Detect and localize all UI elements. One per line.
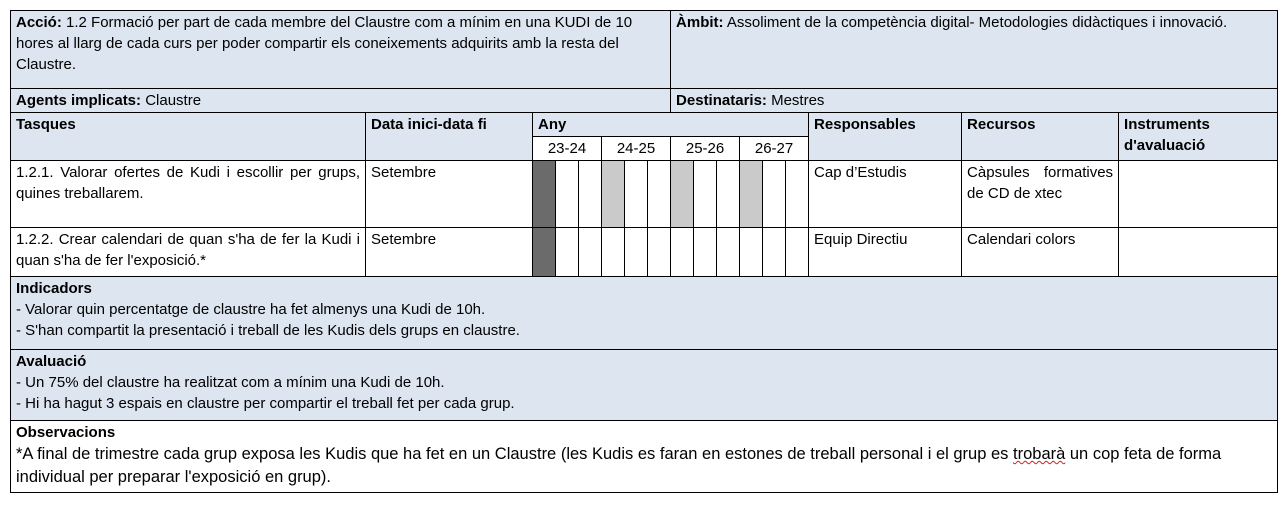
task-recursos: Calendari colors — [962, 228, 1119, 277]
calendar-cell-filled — [740, 161, 763, 228]
calendar-cell — [671, 228, 694, 277]
calendar-cell-filled — [533, 161, 556, 228]
year-26-27: 26-27 — [740, 137, 809, 161]
calendar-cell — [556, 228, 579, 277]
accio-cell: Acció: 1.2 Formació per part de cada membre del Claustre com a mínim en una KUDI de 10 hores al llarg de cada curs per poder compartir els coneixements adquirits amb la resta del Claustre. — [11, 11, 671, 89]
task-date: Setembre — [366, 161, 533, 228]
task-instruments — [1119, 161, 1278, 228]
col-data: Data inici-data fi — [366, 113, 533, 161]
calendar-cell — [763, 161, 786, 228]
accio-text: 1.2 Formació per part de cada membre del Claustre com a mínim en una KUDI de 10 hores al llarg de cada curs per poder compartir els coneixements adquirits amb la resta del Claustre. — [16, 14, 633, 73]
observacions-title: Observacions — [16, 424, 116, 441]
indicador-line: - Valorar quin percentatge de claustre ha fet almenys una Kudi de 10h. — [16, 301, 486, 318]
calendar-cell-filled — [671, 161, 694, 228]
calendar-cell — [579, 161, 602, 228]
agents-label: Agents implicats: — [16, 92, 142, 109]
task-date: Setembre — [366, 228, 533, 277]
col-responsables: Responsables — [809, 113, 962, 161]
calendar-cell — [579, 228, 602, 277]
avaluacio-line: - Un 75% del claustre ha realitzat com a mínim una Kudi de 10h. — [16, 374, 445, 391]
calendar-cell — [786, 228, 809, 277]
task-recursos: Càpsules formatives de CD de xtec — [962, 161, 1119, 228]
indicadors-title: Indicadors — [16, 280, 92, 297]
calendar-cell — [694, 161, 717, 228]
table-row — [11, 228, 1278, 277]
ambit-text: Assoliment de la competència digital- Metodologies didàctiques i innovació. — [726, 14, 1228, 31]
misspelled-word: trobarà — [1013, 445, 1066, 463]
observacions-text: *A final de trimestre cada grup exposa les Kudis que ha fet en un Claustre (les Kudis es faran en estones de treball personal i el grup es trobarà un cop feta de forma individual per preparar l'exposició en grup). — [16, 445, 1222, 486]
agents-value: Claustre — [145, 92, 202, 109]
indicadors-section — [11, 277, 1278, 350]
accio-label: Acció — [16, 14, 57, 31]
avaluacio-section — [11, 350, 1278, 421]
task-responsables: Equip Directiu — [809, 228, 962, 277]
calendar-cell — [740, 228, 763, 277]
year-25-26: 25-26 — [671, 137, 740, 161]
col-tasques: Tasques — [11, 113, 366, 161]
calendar-cell — [694, 228, 717, 277]
action-table — [10, 10, 1278, 493]
ambit-cell: Àmbit: Assoliment de la competència digital- Metodologies didàctiques i innovació. — [671, 11, 1278, 89]
calendar-cell-filled — [533, 228, 556, 277]
indicador-line: - S'han compartit la presentació i treball de les Kudis dels grups en claustre. — [16, 322, 520, 339]
calendar-cell — [763, 228, 786, 277]
task-description: 1.2.1. Valorar ofertes de Kudi i escollir per grups, quines treballarem. — [11, 161, 366, 228]
destinataris-cell — [671, 89, 1278, 113]
calendar-cell — [717, 228, 740, 277]
agents-cell — [11, 89, 671, 113]
year-24-25: 24-25 — [602, 137, 671, 161]
calendar-cell — [717, 161, 740, 228]
calendar-cell — [648, 161, 671, 228]
task-responsables: Cap d’Estudis — [809, 161, 962, 228]
calendar-cell — [625, 228, 648, 277]
ambit-label: Àmbit — [676, 14, 719, 31]
destinataris-value: Mestres — [771, 92, 825, 109]
calendar-cell-filled — [602, 161, 625, 228]
calendar-cell — [556, 161, 579, 228]
destinataris-label: Destinataris: — [676, 92, 767, 109]
observacions-section — [11, 421, 1278, 493]
task-description: 1.2.2. Crear calendari de quan s'ha de fer la Kudi i quan s'ha de fer l'exposició.* — [11, 228, 366, 277]
col-instruments: Instruments d'avaluació — [1119, 113, 1278, 161]
year-23-24: 23-24 — [533, 137, 602, 161]
table-row — [11, 161, 1278, 228]
task-instruments — [1119, 228, 1278, 277]
calendar-cell — [786, 161, 809, 228]
calendar-cell — [648, 228, 671, 277]
col-any: Any — [533, 113, 809, 137]
avaluacio-line: - Hi ha hagut 3 espais en claustre per compartir el treball fet per cada grup. — [16, 395, 515, 412]
calendar-cell — [602, 228, 625, 277]
calendar-cell — [625, 161, 648, 228]
col-recursos: Recursos — [962, 113, 1119, 161]
avaluacio-title: Avaluació — [16, 353, 87, 370]
